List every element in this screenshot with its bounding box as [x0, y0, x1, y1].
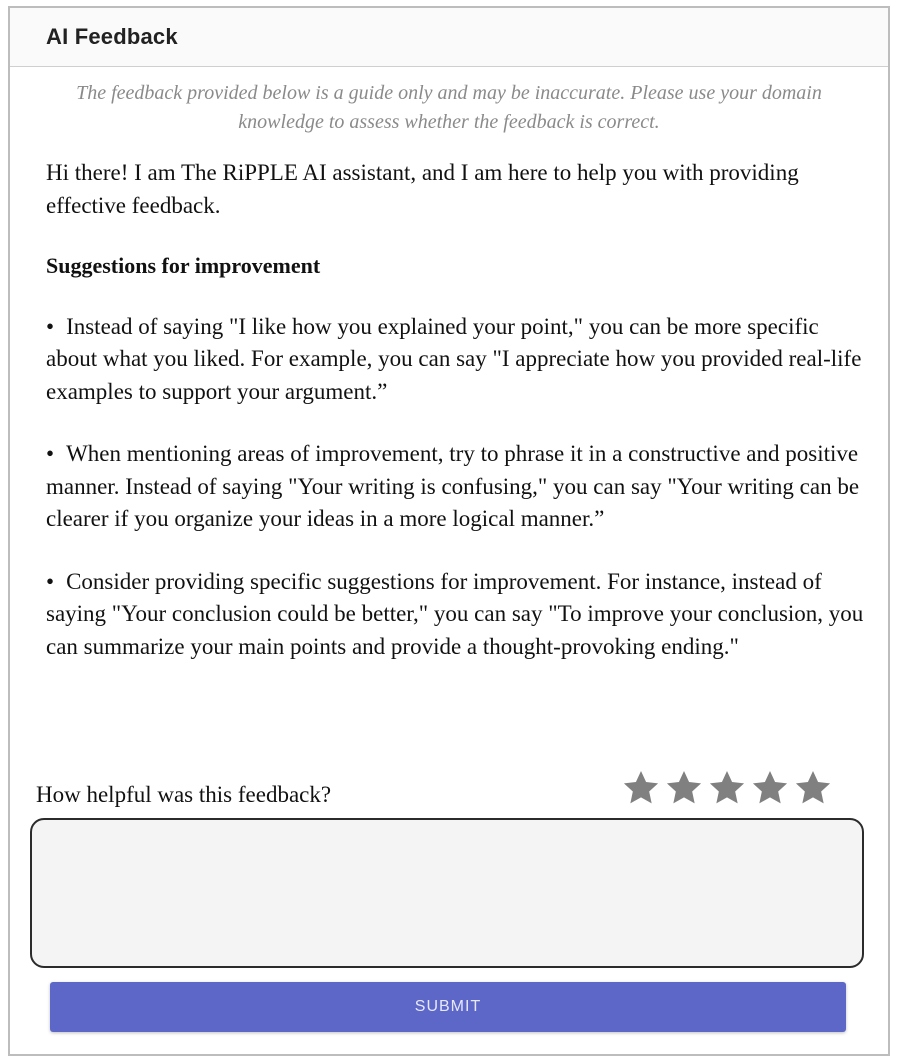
star-1-icon[interactable]	[621, 768, 664, 811]
submit-button[interactable]: SUBMIT	[50, 982, 846, 1032]
panel-title: AI Feedback	[46, 24, 178, 49]
intro-text: Hi there! I am The RiPPLE AI assistant, and I am here to help you with providing effective feedback.	[46, 160, 799, 218]
rating-question: How helpful was this feedback?	[36, 782, 332, 807]
rating-row	[36, 772, 836, 816]
panel-header	[10, 8, 888, 67]
star-5-icon[interactable]	[793, 768, 836, 811]
suggestion-item	[46, 311, 868, 409]
suggestion-item	[46, 566, 868, 664]
star-4-icon[interactable]	[750, 768, 793, 811]
feedback-content	[46, 157, 868, 663]
suggestion-item	[46, 438, 868, 536]
suggestion-text: Consider providing specific suggestions for improvement. For instance, instead of saying "Your conclusion could be better," you can say "To improve your conclusion, you can summarize your main points and provide a thought-provoking ending."	[46, 568, 864, 659]
bullet-icon: •	[46, 313, 55, 339]
suggestions-heading: Suggestions for improvement	[46, 253, 321, 278]
disclaimer-text: The feedback provided below is a guide only and may be inaccurate. Please use your domain knowledge to assess whether the feedback is correct.	[76, 82, 822, 133]
star-3-icon[interactable]	[707, 768, 750, 811]
star-2-icon[interactable]	[664, 768, 707, 811]
suggestion-text: When mentioning areas of improvement, try to phrase it in a constructive and positive manner. Instead of saying "Your writing is confusing," you can say "Your writing can be clearer if you organize your ideas in a more logical manner.”	[46, 441, 860, 531]
feedback-comment-input[interactable]	[30, 818, 864, 968]
bullet-icon: •	[46, 568, 55, 594]
suggestion-text: Instead of saying "I like how you explained your point," you can be more specific about what you liked. For example, you can say "I appreciate how you provided real-life examples to support your argument.”	[46, 313, 862, 404]
star-rating	[621, 768, 836, 811]
bullet-icon: •	[46, 441, 55, 466]
